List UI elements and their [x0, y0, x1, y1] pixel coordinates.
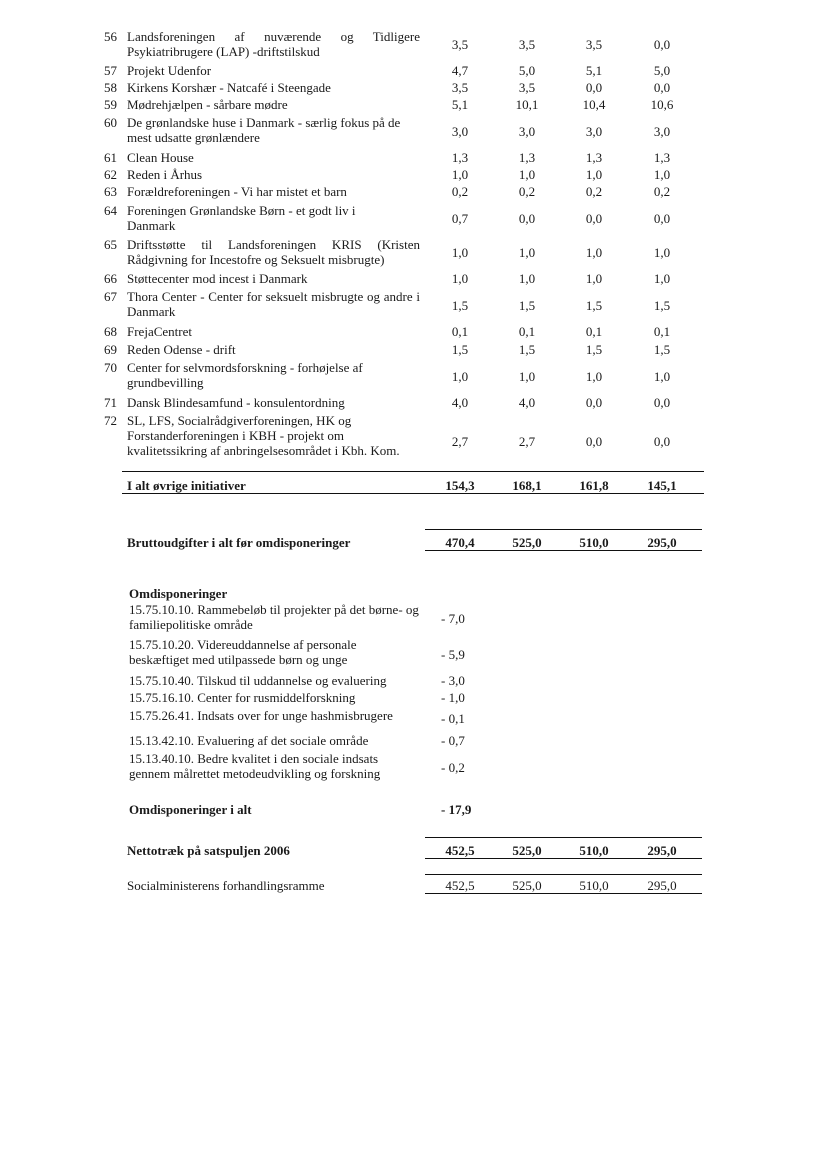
- value-cell: 3,5: [518, 37, 536, 52]
- value-cell: 1,5: [653, 298, 671, 313]
- omdisp-value: - 0,7: [441, 733, 465, 748]
- value-cell: 1,0: [451, 167, 469, 182]
- value-cell: 1,5: [451, 342, 469, 357]
- value-cell: 0,2: [653, 184, 671, 199]
- item-number: 62: [104, 167, 117, 182]
- item-number: 60: [104, 115, 117, 130]
- value-cell: 0,1: [451, 324, 469, 339]
- value-cell: 4,7: [451, 63, 469, 78]
- value-cell: 5,0: [653, 63, 671, 78]
- value-cell: 0,0: [653, 434, 671, 449]
- value-cell: 1,0: [518, 369, 536, 384]
- item-number: 70: [104, 360, 117, 375]
- value-cell: 1,0: [518, 245, 536, 260]
- value-cell: 0,0: [585, 80, 603, 95]
- item-description: Reden Odense - drift: [127, 342, 236, 357]
- value-cell: 0,7: [451, 211, 469, 226]
- item-number: 67: [104, 289, 117, 304]
- value-cell: 2,7: [451, 434, 469, 449]
- item-number: 57: [104, 63, 117, 78]
- value-cell: 1,0: [653, 369, 671, 384]
- divider: [425, 550, 702, 551]
- item-description: Projekt Udenfor: [127, 63, 212, 78]
- item-number: 66: [104, 271, 117, 286]
- value-cell: 0,1: [653, 324, 671, 339]
- value-cell: 295,0: [647, 878, 677, 893]
- item-number: 63: [104, 184, 117, 199]
- omdisp-heading: Omdisponeringer: [129, 586, 228, 601]
- value-cell: 2,7: [518, 434, 536, 449]
- item-description: Foreningen Grønlandske Børn - et godt liv i Danmark: [127, 203, 356, 233]
- value-cell: 470,4: [445, 535, 475, 550]
- value-cell: 295,0: [647, 535, 677, 550]
- item-description: Landsforeningen af nuværende og Tidligere Psykiatribrugere (LAP) -driftstilskud: [127, 29, 420, 59]
- total-other-label: I alt øvrige initiativer: [127, 478, 246, 493]
- value-cell: 3,5: [451, 80, 469, 95]
- item-description: Mødrehjælpen - sårbare mødre: [127, 97, 288, 112]
- divider: [425, 893, 702, 894]
- value-cell: 10,6: [650, 97, 674, 112]
- value-cell: 3,5: [451, 37, 469, 52]
- value-cell: 0,0: [653, 37, 671, 52]
- item-description: SL, LFS, Socialrådgiverforeningen, HK og Forstanderforeningen i KBH - projekt om kvalitetssikring af anbringelsesområdet i Kbh. Kom.: [127, 413, 400, 458]
- value-cell: 452,5: [445, 878, 475, 893]
- value-cell: 0,1: [585, 324, 603, 339]
- value-cell: 0,0: [518, 211, 536, 226]
- item-number: 59: [104, 97, 117, 112]
- value-cell: 510,0: [579, 843, 609, 858]
- value-cell: 3,0: [451, 124, 469, 139]
- item-description: Dansk Blindesamfund - konsulentordning: [127, 395, 345, 410]
- value-cell: 154,3: [445, 478, 475, 493]
- value-cell: 1,5: [653, 342, 671, 357]
- divider: [122, 471, 704, 472]
- value-cell: 1,5: [518, 342, 536, 357]
- value-cell: 3,0: [585, 124, 603, 139]
- value-cell: 4,0: [518, 395, 536, 410]
- item-description: Thora Center - Center for seksuelt misbrugte og andre i Danmark: [127, 289, 420, 319]
- omdisp-value: - 0,1: [441, 711, 465, 726]
- value-cell: 1,0: [451, 245, 469, 260]
- value-cell: 10,1: [515, 97, 539, 112]
- value-cell: 1,0: [451, 369, 469, 384]
- gross-label: Bruttoudgifter i alt før omdisponeringer: [127, 535, 351, 550]
- omdisp-total-label: Omdisponeringer i alt: [129, 802, 252, 817]
- divider: [122, 493, 704, 494]
- value-cell: 0,0: [653, 395, 671, 410]
- value-cell: 1,0: [451, 271, 469, 286]
- omdisp-value: - 7,0: [441, 611, 465, 626]
- item-description: Reden i Århus: [127, 167, 203, 182]
- divider: [425, 858, 702, 859]
- value-cell: 452,5: [445, 843, 475, 858]
- value-cell: 1,5: [585, 342, 603, 357]
- value-cell: 5,1: [451, 97, 469, 112]
- item-number: 72: [104, 413, 117, 428]
- value-cell: 3,0: [518, 124, 536, 139]
- item-description: De grønlandske huse i Danmark - særlig fokus på de mest udsatte grønlændere: [127, 115, 401, 145]
- value-cell: 1,0: [585, 271, 603, 286]
- value-cell: 0,1: [518, 324, 536, 339]
- omdisp-description: 15.75.16.10. Center for rusmiddelforskning: [129, 690, 356, 705]
- value-cell: 1,3: [653, 150, 671, 165]
- value-cell: 295,0: [647, 843, 677, 858]
- net-label: Nettotræk på satspuljen 2006: [127, 843, 290, 858]
- value-cell: 0,2: [518, 184, 536, 199]
- item-description: Kirkens Korshær - Natcafé i Steengade: [127, 80, 331, 95]
- value-cell: 10,4: [582, 97, 606, 112]
- value-cell: 0,0: [653, 211, 671, 226]
- omdisp-description: 15.13.42.10. Evaluering af det sociale område: [129, 733, 369, 748]
- value-cell: 1,0: [518, 271, 536, 286]
- value-cell: 0,2: [585, 184, 603, 199]
- omdisp-value: - 1,0: [441, 690, 465, 705]
- value-cell: 1,5: [585, 298, 603, 313]
- value-cell: 1,0: [518, 167, 536, 182]
- omdisp-value: - 3,0: [441, 673, 465, 688]
- value-cell: 5,1: [585, 63, 603, 78]
- item-number: 64: [104, 203, 117, 218]
- value-cell: 1,0: [585, 369, 603, 384]
- value-cell: 510,0: [579, 878, 609, 893]
- value-cell: 1,5: [451, 298, 469, 313]
- item-number: 61: [104, 150, 117, 165]
- item-number: 69: [104, 342, 117, 357]
- item-description: Center for selvmordsforskning - forhøjelse af grundbevilling: [127, 360, 363, 390]
- item-description: FrejaCentret: [127, 324, 192, 339]
- divider: [425, 874, 702, 875]
- value-cell: 168,1: [512, 478, 542, 493]
- value-cell: 1,0: [653, 271, 671, 286]
- value-cell: 1,0: [585, 245, 603, 260]
- omdisp-description: 15.13.40.10. Bedre kvalitet i den sociale indsats gennem målrettet metodeudvikling og forskning: [129, 751, 381, 781]
- value-cell: 0,0: [585, 211, 603, 226]
- value-cell: 0,2: [451, 184, 469, 199]
- item-description: Forældreforeningen - Vi har mistet et barn: [127, 184, 347, 199]
- value-cell: 1,0: [585, 167, 603, 182]
- item-number: 65: [104, 237, 117, 252]
- item-description: Clean House: [127, 150, 194, 165]
- value-cell: 525,0: [512, 878, 542, 893]
- item-description: Driftsstøtte til Landsforeningen KRIS (Kristen Rådgivning for Incestofre og Seksuelt misbrugte): [127, 237, 420, 267]
- divider: [425, 529, 702, 530]
- item-number: 58: [104, 80, 117, 95]
- item-description: Støttecenter mod incest i Danmark: [127, 271, 308, 286]
- item-number: 68: [104, 324, 117, 339]
- omdisp-description: 15.75.10.10. Rammebeløb til projekter på det børne- og familiepolitiske område: [129, 602, 419, 632]
- value-cell: 525,0: [512, 535, 542, 550]
- value-cell: 3,0: [653, 124, 671, 139]
- value-cell: 1,0: [653, 245, 671, 260]
- value-cell: 1,5: [518, 298, 536, 313]
- value-cell: 525,0: [512, 843, 542, 858]
- value-cell: 1,3: [451, 150, 469, 165]
- omdisp-description: 15.75.10.20. Videreuddannelse af personale beskæftiget med utilpassede børn og unge: [129, 637, 357, 667]
- value-cell: 5,0: [518, 63, 536, 78]
- value-cell: 161,8: [579, 478, 609, 493]
- omdisp-description: 15.75.26.41. Indsats over for unge hashmisbrugere: [129, 708, 393, 723]
- item-number: 56: [104, 29, 117, 44]
- value-cell: 0,0: [585, 434, 603, 449]
- omdisp-total-value: - 17,9: [441, 802, 472, 817]
- value-cell: 1,3: [585, 150, 603, 165]
- value-cell: 1,0: [653, 167, 671, 182]
- omdisp-description: 15.75.10.40. Tilskud til uddannelse og evaluering: [129, 673, 387, 688]
- value-cell: 0,0: [585, 395, 603, 410]
- value-cell: 145,1: [647, 478, 677, 493]
- value-cell: 3,5: [518, 80, 536, 95]
- divider: [425, 837, 702, 838]
- value-cell: 0,0: [653, 80, 671, 95]
- omdisp-value: - 0,2: [441, 760, 465, 775]
- frame-label: Socialministerens forhandlingsramme: [127, 878, 325, 893]
- item-number: 71: [104, 395, 117, 410]
- value-cell: 510,0: [579, 535, 609, 550]
- omdisp-value: - 5,9: [441, 647, 465, 662]
- value-cell: 3,5: [585, 37, 603, 52]
- value-cell: 1,3: [518, 150, 536, 165]
- value-cell: 4,0: [451, 395, 469, 410]
